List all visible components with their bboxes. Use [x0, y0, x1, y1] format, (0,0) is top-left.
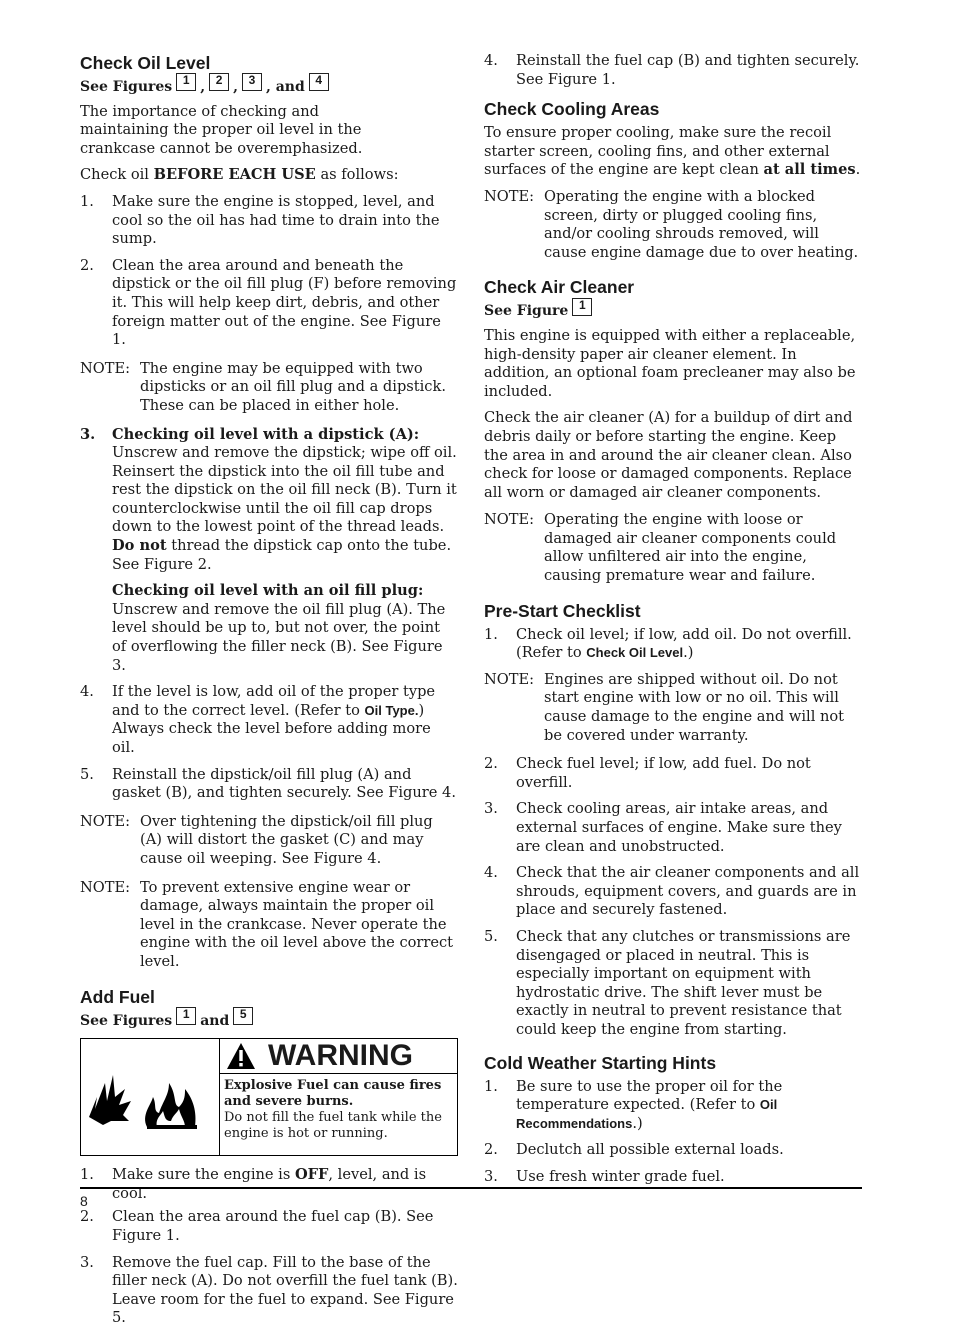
note: NOTE: To prevent extensive engine wear or damage, always maintain the proper oil level in the crankcase. Never operate the engine with the oil level above the correct level.: [80, 878, 454, 970]
note: NOTE: Over tightening the dipstick/oil fill plug (A) will distort the gasket (C) and may cause oil weeping. See Figure 4.: [80, 812, 433, 867]
list-item: 4. Reinstall the fuel cap (B) and tighten securely. See Figure 1.: [484, 52, 860, 88]
figure-ref-1[interactable]: 1: [176, 1007, 196, 1025]
list-item: 1. Check oil level; if low, add oil. Do not overfill. (Refer to Check Oil Level.): [484, 625, 852, 662]
warning-box: [80, 1038, 458, 1156]
list-item: 2. Clean the area around and beneath the dipstick or the oil fill plug (F) before removing it. This will help keep dirt, debris, and other foreign matter out of the engine. See Figure 1.: [80, 256, 457, 349]
list-item: 4. If the level is low, add oil of the proper type and to the correct level. (Refer to Oil Type.) Always check the level before adding more oil.: [80, 683, 436, 756]
check-oil-intro: The importance of checking and maintaining the proper oil level in the crankcase cannot be overemphasized.: [80, 102, 363, 157]
list-item: 2. Check fuel level; if low, add fuel. Do not overfill.: [484, 755, 811, 791]
add-fuel-heading: Add Fuel: [80, 986, 155, 1007]
and-label: , and: [265, 79, 305, 95]
figure-ref-2[interactable]: 2: [209, 73, 229, 91]
check-oil-level-reference[interactable]: Check Oil Level: [586, 645, 684, 661]
note: NOTE: The engine may be equipped with two dipsticks or an oil fill plug and a dipstick. These can be placed in either hole.: [80, 359, 446, 414]
see-figures-label: See Figures: [80, 79, 173, 95]
list-item: 1. Make sure the engine is stopped, level, and cool so the oil has had time to drain into the sump.: [80, 192, 440, 248]
left-column: [80, 52, 458, 1336]
air-paragraph-2: Check the air cleaner (A) for a buildup of dirt and debris daily or before starting the engine. Keep the area in and around the air cleaner clean. Also check for loose or damaged components. Replace all worn or damaged air cleaner components.: [484, 409, 853, 501]
figure-ref-5[interactable]: 5: [233, 1007, 253, 1025]
list-item: 3. Check cooling areas, air intake areas, and external surfaces of engine. Make sure they are clean and unobstructed.: [484, 800, 842, 855]
cold-weather-heading: Cold Weather Starting Hints: [484, 1052, 717, 1073]
note: NOTE: Operating the engine with loose or damaged air cleaner components could allow unfiltered air into the engine, causing premature wear and failure.: [484, 511, 837, 585]
warning-title: WARNING: [268, 1038, 413, 1072]
alert-triangle-icon: [226, 1042, 256, 1070]
oil-type-reference[interactable]: Oil Type.: [364, 702, 419, 718]
fire-explosion-icon: [81, 1039, 220, 1155]
note: NOTE: Operating the engine with a blocked screen, dirty or plugged cooling fins, and/or cooling shrouds removed, will cause engine damage due to over heating.: [484, 187, 859, 261]
pre-start-checklist-heading: Pre-Start Checklist: [484, 600, 641, 621]
list-item: 4. Check that the air cleaner components and all shrouds, equipment covers, and guards are in place and securely fastened.: [484, 864, 860, 919]
note: NOTE: Engines are shipped without oil. Do not start engine with low or no oil. This will cause damage to the engine and will not be covered under warranty.: [484, 670, 845, 744]
warning-text: Do not fill the fuel tank while the engine is hot or running.: [224, 1110, 442, 1142]
check-oil-see-figures: See Figures 1 , 2 , 3 , and 4: [80, 78, 458, 97]
list-item: 3. Checking oil level with a dipstick (A): Unscrew and remove the dipstick; wipe off oil. Reinsert the dipstick into the oil fill tube and rest the dipstick on the oil fill neck (B). Turn it counterclockwise until the oil fill cap drops down to the lowest point of the thread leads. Do not thread the dipstick cap onto the tube. See Figure 2.: [80, 425, 457, 573]
right-column: [484, 52, 862, 1195]
figure-ref-3[interactable]: 3: [242, 73, 262, 91]
list-item: 1. Be sure to use the proper oil for the temperature expected. (Refer to Oil Recommendations.): [484, 1077, 783, 1132]
list-item: 2. Clean the area around the fuel cap (B). See Figure 1.: [80, 1208, 434, 1244]
list-item: 3. Use fresh winter grade fuel.: [484, 1167, 725, 1185]
footer-rule: [80, 1187, 862, 1189]
air-see-figure: See Figure 1: [484, 302, 862, 321]
air-paragraph-1: This engine is equipped with either a replaceable, high-density paper air cleaner element. In addition, an optional foam precleaner may also be included.: [484, 326, 856, 400]
page-number: 8: [80, 1193, 88, 1209]
list-item: 2. Declutch all possible external loads.: [484, 1141, 784, 1159]
oil-recommendations-reference[interactable]: Oil Recommendations: [516, 1097, 778, 1131]
figure-ref-1[interactable]: 1: [176, 73, 196, 91]
figure-ref-4[interactable]: 4: [309, 73, 329, 91]
add-fuel-see-figures: See Figures 1 and 5: [80, 1012, 458, 1031]
check-oil-instruction: Check oil BEFORE EACH USE as follows:: [80, 166, 399, 184]
figure-ref-1[interactable]: 1: [572, 298, 592, 316]
list-item: 3. Remove the fuel cap. Fill to the base of the filler neck (A). Do not overfill the fuel tank (B). Leave room for the fuel to expand. See Figure 5.: [80, 1253, 458, 1327]
list-item: 5. Reinstall the dipstick/oil fill plug (A) and gasket (B), and tighten securely. See Figure 4.: [80, 765, 456, 802]
list-item: 1. Make sure the engine is OFF, level, and is cool.: [80, 1166, 427, 1202]
warning-bold-text: Explosive Fuel can cause fires and severe burns.: [224, 1078, 442, 1110]
list-item-continuation: Checking oil level with an oil fill plug: Unscrew and remove the oil fill plug (A). The level should be up to, but not over, the point of overflowing the filler neck (B). See Figure 3.: [112, 582, 446, 674]
list-item: 5. Check that any clutches or transmissions are disengaged or placed in neutral. This is especially important on equipment with hydrostatic drive. The shift lever must be exactly in neutral to prevent resistance that could keep the engine from starting.: [484, 927, 851, 1038]
check-air-cleaner-heading: Check Air Cleaner: [484, 277, 635, 298]
check-oil-heading: Check Oil Level: [80, 53, 211, 73]
check-cooling-heading: Check Cooling Areas: [484, 99, 660, 120]
cooling-paragraph: To ensure proper cooling, make sure the recoil starter screen, cooling fins, and other external surfaces of the engine are kept clean at all times.: [484, 124, 861, 179]
